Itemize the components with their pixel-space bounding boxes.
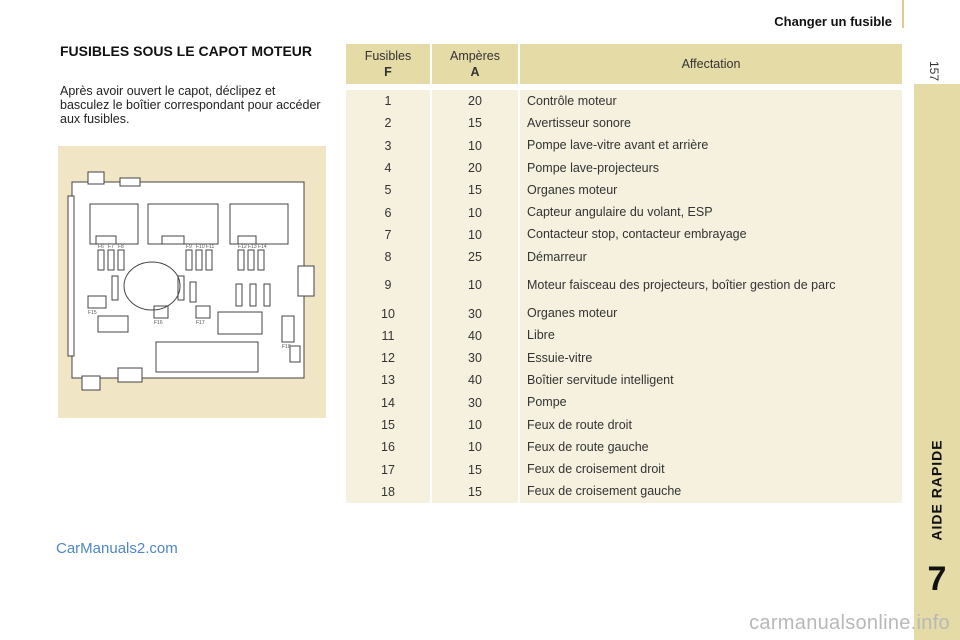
amperage-cell: 10 <box>431 201 519 223</box>
amperage-cell: 40 <box>431 325 519 347</box>
assignment-cell: Feux de route gauche <box>519 436 902 458</box>
fuse-box-drawing <box>58 146 326 418</box>
watermark-left: CarManuals2.com <box>56 540 178 557</box>
diagram-label: F10 <box>196 244 205 250</box>
assignment-cell: Pompe lave-vitre avant et arrière <box>519 135 902 157</box>
amperage-cell: 15 <box>431 458 519 480</box>
table-row <box>346 246 902 268</box>
header-amps <box>431 44 519 87</box>
diagram-label: F6 <box>98 244 104 250</box>
amperage-cell: 15 <box>431 112 519 134</box>
amperage-cell: 25 <box>431 246 519 268</box>
chapter-number: 7 <box>927 560 947 598</box>
amperage-cell: 15 <box>431 481 519 503</box>
amperage-cell: 30 <box>431 347 519 369</box>
watermark-right: carmanualsonline.info <box>749 612 950 634</box>
diagram-label: F14 <box>258 244 267 250</box>
assignment-cell: Feux de croisement gauche <box>519 481 902 503</box>
diagram-label: F9 <box>186 244 192 250</box>
header-title: Changer un fusible <box>774 14 892 29</box>
amperage-cell: 10 <box>431 436 519 458</box>
table-row <box>346 347 902 369</box>
assignment-cell: Avertisseur sonore <box>519 112 902 134</box>
fuse-number-cell: 16 <box>346 436 431 458</box>
assignment-cell: Essuie-vitre <box>519 347 902 369</box>
header-amps-label: Ampères <box>449 49 501 63</box>
assignment-cell: Contrôle moteur <box>519 87 902 112</box>
diagram-label: F16 <box>154 320 163 326</box>
amperage-cell: 20 <box>431 157 519 179</box>
table-row <box>346 325 902 347</box>
table-row <box>346 458 902 480</box>
header-rule <box>902 0 904 28</box>
table-row <box>346 414 902 436</box>
assignment-cell: Feux de croisement droit <box>519 458 902 480</box>
assignment-cell: Moteur faisceau des projecteurs, boîtier gestion de parc <box>519 268 902 302</box>
intro-text: Après avoir ouvert le capot, déclipez et basculez le boîtier correspondant pour accéder aux fusibles. <box>60 84 321 126</box>
table-row <box>346 481 902 503</box>
amperage-cell: 30 <box>431 392 519 414</box>
assignment-cell: Contacteur stop, contacteur embrayage <box>519 224 902 246</box>
fuse-number-cell: 15 <box>346 414 431 436</box>
amperage-cell: 10 <box>431 414 519 436</box>
table-row <box>346 112 902 134</box>
header-fuses-label: Fusibles <box>364 49 412 63</box>
fuse-number-cell: 2 <box>346 112 431 134</box>
header-amps-sub: A <box>470 65 480 79</box>
table-row <box>346 436 902 458</box>
diagram-label: F13 <box>248 244 257 250</box>
diagram-label: F12 <box>238 244 247 250</box>
amperage-cell: 10 <box>431 268 519 302</box>
table-header-row <box>346 44 902 87</box>
fuse-table <box>346 44 902 503</box>
fuse-number-cell: 14 <box>346 392 431 414</box>
fuse-number-cell: 4 <box>346 157 431 179</box>
table-row <box>346 179 902 201</box>
table-row <box>346 392 902 414</box>
fuse-box-diagram <box>58 146 326 418</box>
side-tab-text: AIDE RAPIDE <box>929 439 946 541</box>
assignment-cell: Pompe <box>519 392 902 414</box>
assignment-cell: Feux de route droit <box>519 414 902 436</box>
header-assignment: Affectation <box>519 44 902 87</box>
header-fuses-sub: F <box>384 65 392 79</box>
section-title: FUSIBLES SOUS LE CAPOT MOTEUR <box>60 43 313 59</box>
assignment-cell: Démarreur <box>519 246 902 268</box>
page-number: 157 <box>926 60 941 82</box>
assignment-cell: Boîtier servitude intelligent <box>519 369 902 391</box>
assignment-cell: Organes moteur <box>519 302 902 324</box>
diagram-label: F18 <box>282 344 291 350</box>
fuse-number-cell: 3 <box>346 135 431 157</box>
fuse-number-cell: 17 <box>346 458 431 480</box>
fuse-number-cell: 13 <box>346 369 431 391</box>
fuse-number-cell: 7 <box>346 224 431 246</box>
fuse-number-cell: 6 <box>346 201 431 223</box>
amperage-cell: 10 <box>431 135 519 157</box>
fuse-number-cell: 18 <box>346 481 431 503</box>
fuse-number-cell: 1 <box>346 87 431 112</box>
fuse-number-cell: 5 <box>346 179 431 201</box>
assignment-cell: Pompe lave-projecteurs <box>519 157 902 179</box>
fuse-number-cell: 11 <box>346 325 431 347</box>
fuse-number-cell: 9 <box>346 268 431 302</box>
table-row <box>346 157 902 179</box>
table-row <box>346 135 902 157</box>
fuse-number-cell: 10 <box>346 302 431 324</box>
diagram-label: F11 <box>206 244 215 250</box>
amperage-cell: 10 <box>431 224 519 246</box>
table-row <box>346 224 902 246</box>
amperage-cell: 30 <box>431 302 519 324</box>
fuse-table-body <box>346 87 902 503</box>
fuse-number-cell: 8 <box>346 246 431 268</box>
diagram-label: F15 <box>88 310 97 316</box>
assignment-cell: Capteur angulaire du volant, ESP <box>519 201 902 223</box>
table-row <box>346 268 902 302</box>
diagram-label: F7 <box>108 244 114 250</box>
table-row <box>346 302 902 324</box>
diagram-label: F8 <box>118 244 124 250</box>
assignment-cell: Libre <box>519 325 902 347</box>
table-row <box>346 369 902 391</box>
fuse-table-container <box>346 44 902 503</box>
fuse-number-cell: 12 <box>346 347 431 369</box>
table-row <box>346 87 902 112</box>
header-fuses <box>346 44 431 87</box>
diagram-label: F17 <box>196 320 205 326</box>
table-row <box>346 201 902 223</box>
side-tab <box>914 84 960 640</box>
amperage-cell: 20 <box>431 87 519 112</box>
amperage-cell: 40 <box>431 369 519 391</box>
side-tab-label <box>920 430 954 550</box>
assignment-cell: Organes moteur <box>519 179 902 201</box>
amperage-cell: 15 <box>431 179 519 201</box>
